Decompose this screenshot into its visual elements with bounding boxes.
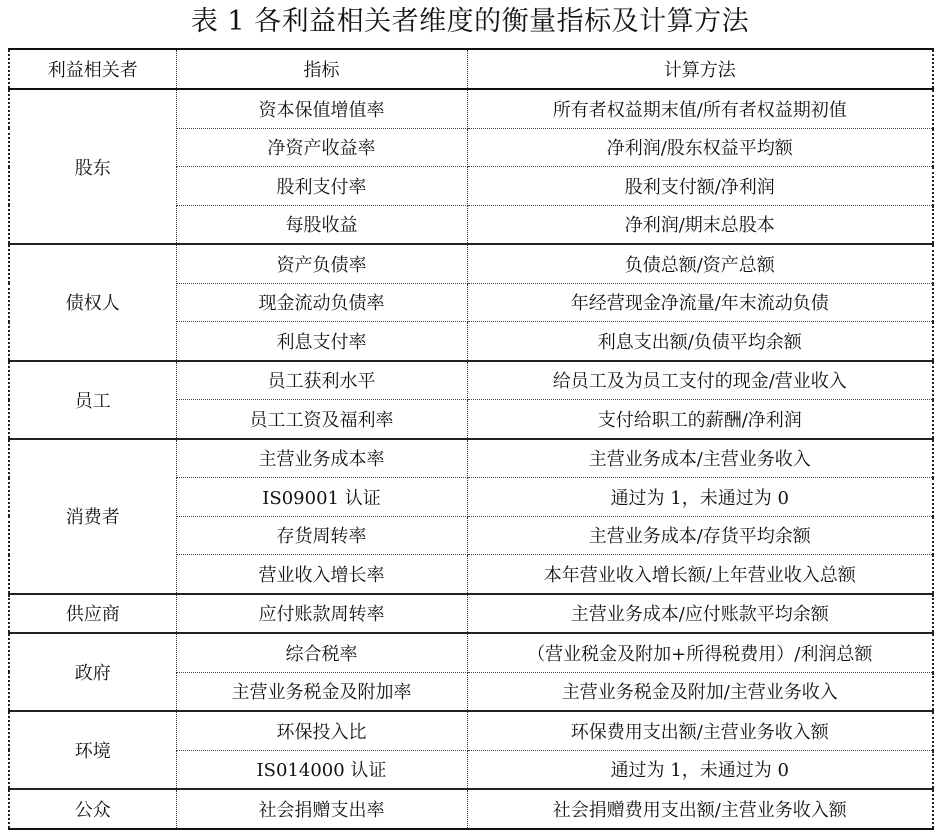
- indicator-cell: 社会捐赠支出率: [176, 789, 467, 829]
- indicator-cell: 利息支付率: [176, 322, 467, 361]
- indicator-cell: 现金流动负债率: [176, 283, 467, 322]
- table-title: 表 1 各利益相关者维度的衡量指标及计算方法: [190, 6, 750, 37]
- stakeholder-cell: 消费者: [9, 439, 176, 594]
- method-cell: 主营业务税金及附加/主营业务收入: [467, 672, 933, 711]
- header-row: [9, 49, 933, 89]
- method-cell: 通过为 1，未通过为 0: [467, 478, 933, 517]
- method-cell: 社会捐赠费用支出额/主营业务收入额: [467, 789, 933, 829]
- header-method: 计算方法: [467, 49, 933, 89]
- indicator-cell: 股利支付率: [176, 167, 467, 206]
- indicator-cell: 资产负债率: [176, 244, 467, 283]
- table-row: [9, 89, 933, 128]
- method-cell: 支付给职工的薪酬/净利润: [467, 400, 933, 439]
- method-cell: 利息支出额/负债平均余额: [467, 322, 933, 361]
- stakeholder-cell: 股东: [9, 89, 176, 244]
- method-cell: 环保费用支出额/主营业务收入额: [467, 711, 933, 750]
- method-cell: 本年营业收入增长额/上年营业收入总额: [467, 555, 933, 594]
- method-cell: 所有者权益期末值/所有者权益期初值: [467, 89, 933, 128]
- stakeholder-cell: 债权人: [9, 244, 176, 361]
- indicator-cell: 主营业务税金及附加率: [176, 672, 467, 711]
- method-cell: 主营业务成本/应付账款平均余额: [467, 594, 933, 634]
- method-cell: 净利润/股东权益平均额: [467, 128, 933, 167]
- indicator-cell: 综合税率: [176, 633, 467, 672]
- stakeholder-cell: 供应商: [9, 594, 176, 634]
- method-cell: 净利润/期末总股本: [467, 205, 933, 244]
- table-row: [9, 633, 933, 672]
- indicator-cell: 员工获利水平: [176, 361, 467, 400]
- indicator-cell: 员工工资及福利率: [176, 400, 467, 439]
- indicator-cell: 存货周转率: [176, 516, 467, 555]
- indicator-cell: 资本保值增值率: [176, 89, 467, 128]
- table-body: [9, 89, 933, 829]
- method-cell: 主营业务成本/存货平均余额: [467, 516, 933, 555]
- indicator-cell: IS014000 认证: [176, 750, 467, 789]
- table-row: [9, 244, 933, 283]
- indicator-cell: 每股收益: [176, 205, 467, 244]
- header-indicator: 指标: [176, 49, 467, 89]
- stakeholder-cell: 环境: [9, 711, 176, 789]
- indicator-cell: 营业收入增长率: [176, 555, 467, 594]
- method-cell: 负债总额/资产总额: [467, 244, 933, 283]
- table-row: [9, 439, 933, 478]
- method-cell: 年经营现金净流量/年末流动负债: [467, 283, 933, 322]
- table-row: [9, 594, 933, 634]
- stakeholder-cell: 公众: [9, 789, 176, 829]
- table-row: [9, 361, 933, 400]
- method-cell: 股利支付额/净利润: [467, 167, 933, 206]
- indicator-table: [8, 48, 934, 830]
- method-cell: 主营业务成本/主营业务收入: [467, 439, 933, 478]
- indicator-cell: 环保投入比: [176, 711, 467, 750]
- indicator-cell: IS09001 认证: [176, 478, 467, 517]
- header-stakeholder: 利益相关者: [9, 49, 176, 89]
- stakeholder-cell: 政府: [9, 633, 176, 711]
- method-cell: （营业税金及附加+所得税费用）/利润总额: [467, 633, 933, 672]
- method-cell: 给员工及为员工支付的现金/营业收入: [467, 361, 933, 400]
- table-row: [9, 789, 933, 829]
- indicator-cell: 主营业务成本率: [176, 439, 467, 478]
- indicator-cell: 净资产收益率: [176, 128, 467, 167]
- table-row: [9, 711, 933, 750]
- stakeholder-cell: 员工: [9, 361, 176, 439]
- indicator-cell: 应付账款周转率: [176, 594, 467, 634]
- method-cell: 通过为 1，未通过为 0: [467, 750, 933, 789]
